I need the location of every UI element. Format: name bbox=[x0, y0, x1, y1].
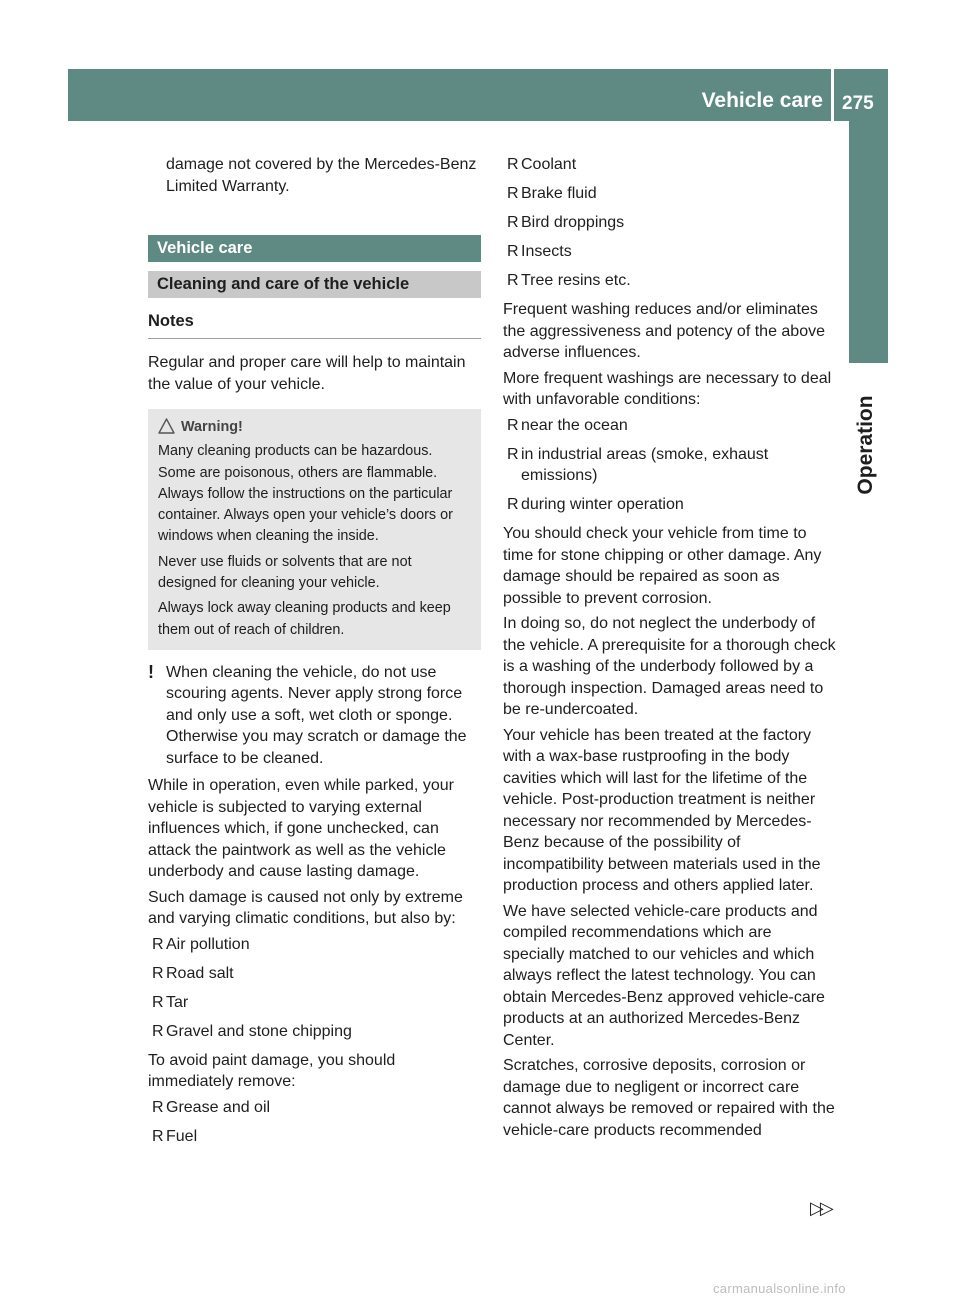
warning-triangle-icon bbox=[158, 418, 175, 434]
bullet-list bbox=[503, 154, 836, 292]
page-number: 275 bbox=[842, 93, 874, 114]
warning-paragraph: Many cleaning products can be hazardous. Some are poisonous, others are flammable. Always follow the instructions on the particular container. Always open your vehicle’s doors or windows when cleaning the inside. bbox=[158, 443, 453, 545]
warning-paragraph: Never use fluids or solvents that are not designed for cleaning your vehicle. bbox=[158, 553, 412, 592]
list-item: R near the ocean bbox=[503, 415, 836, 437]
list-item: R Grease and oil bbox=[148, 1097, 481, 1119]
bullet-icon: R bbox=[507, 445, 519, 463]
list-item: R Tar bbox=[148, 992, 481, 1014]
bullet-icon: R bbox=[152, 1098, 164, 1116]
subsection-heading: Cleaning and care of the vehicle bbox=[148, 271, 481, 298]
warning-box bbox=[148, 409, 481, 650]
bullet-icon: R bbox=[507, 272, 519, 289]
left-column bbox=[148, 154, 481, 1155]
list-item: R Fuel bbox=[148, 1126, 481, 1148]
paragraph: Regular and proper care will help to maintain the value of your vehicle. bbox=[148, 354, 466, 393]
bullet-icon: R bbox=[507, 214, 519, 231]
bullet-icon: R bbox=[152, 1022, 164, 1040]
bullet-icon: R bbox=[507, 496, 519, 513]
note-exclamation-icon: ! bbox=[148, 661, 154, 682]
paragraph: We have selected vehicle-care products and compiled recommendations which are specially matched to our vehicles and which always reflect the latest technology. You can obtain Mercedes-Benz approved vehicle-care products at an authorized Mercedes-Benz Center. bbox=[503, 902, 825, 1049]
bullet-list bbox=[503, 415, 836, 516]
note-block bbox=[148, 662, 481, 770]
side-tab bbox=[849, 121, 888, 363]
warning-title: Warning! bbox=[181, 419, 243, 435]
paragraph: Scratches, corrosive deposits, corrosion or damage due to negligent or incorrect care cannot always be removed or repaired with the vehicle-care products recommended bbox=[503, 1057, 835, 1139]
list-item: R during winter operation bbox=[503, 494, 836, 516]
paragraph: You should check your vehicle from time to time for stone chipping or other damage. Any damage should be repaired as soon as possible to prevent corrosion. bbox=[503, 525, 822, 607]
notes-heading: Notes bbox=[148, 310, 481, 339]
list-item: R Insects bbox=[503, 241, 836, 263]
paragraph: While in operation, even while parked, your vehicle is subjected to varying external influences which, if gone unchecked, can attack the paintwork as well as the vehicle underbody and cause lasting damage. bbox=[148, 777, 454, 881]
list-item: R Gravel and stone chipping bbox=[148, 1021, 481, 1043]
list-item: R Bird droppings bbox=[503, 212, 836, 234]
bullet-icon: R bbox=[507, 156, 519, 173]
paragraph: Such damage is caused not only by extreme and varying climatic conditions, but also by: bbox=[148, 888, 463, 928]
right-column bbox=[503, 154, 836, 1145]
intro-text: damage not covered by the Mercedes-Benz Limited Warranty. bbox=[166, 156, 477, 195]
list-item: R Tree resins etc. bbox=[503, 270, 836, 292]
bullet-list bbox=[148, 1097, 481, 1148]
paragraph: In doing so, do not neglect the underbody of the vehicle. A prerequisite for a thorough check is a washing of the underbody followed by a thorough inspection. Damaged areas need to be re-undercoated. bbox=[503, 615, 836, 718]
list-item: R Brake fluid bbox=[503, 183, 836, 205]
list-item: R Road salt bbox=[148, 963, 481, 985]
side-tab-label-wrap bbox=[851, 390, 881, 500]
bullet-icon: R bbox=[152, 1127, 164, 1145]
side-tab-label: Operation bbox=[854, 395, 877, 495]
bullet-icon: R bbox=[507, 185, 519, 202]
note-text: When cleaning the vehicle, do not use scouring agents. Never apply strong force and only use a soft, wet cloth or sponge. Otherwise you may scratch or damage the surface to be cleaned. bbox=[166, 663, 467, 767]
bullet-icon: R bbox=[152, 935, 164, 953]
bullet-icon: R bbox=[507, 416, 519, 434]
continued-arrow-icon: ▷▷ bbox=[810, 1198, 830, 1218]
warning-header bbox=[158, 417, 473, 438]
header-separator bbox=[831, 69, 834, 121]
bullet-icon: R bbox=[152, 993, 164, 1011]
bullet-icon: R bbox=[152, 964, 164, 982]
paragraph: More frequent washings are necessary to deal with unfavorable conditions: bbox=[503, 369, 832, 408]
paragraph: To avoid paint damage, you should immediately remove: bbox=[148, 1051, 396, 1091]
section-heading: Vehicle care bbox=[148, 235, 481, 262]
bullet-list bbox=[148, 934, 481, 1043]
list-item: R Air pollution bbox=[148, 934, 481, 956]
paragraph: Frequent washing reduces and/or eliminates the aggressiveness and potency of the above adverse influences. bbox=[503, 301, 825, 361]
paragraph: Your vehicle has been treated at the factory with a wax-base rustproofing in the body cavities which will last for the lifetime of the vehicle. Post-production treatment is neither necessary nor recommended by Mercedes-Benz because of the possibility of incompatibility between materials used in the production process and others applied later. bbox=[503, 726, 821, 894]
warning-paragraph: Always lock away cleaning products and keep them out of reach of children. bbox=[158, 600, 451, 638]
header-section-title: Vehicle care bbox=[701, 89, 823, 112]
list-item: R in industrial areas (smoke, exhaust emissions) bbox=[507, 445, 769, 484]
bullet-icon: R bbox=[507, 243, 519, 260]
watermark: carmanualsonline.info bbox=[713, 1281, 846, 1296]
list-item: R Coolant bbox=[503, 154, 836, 176]
